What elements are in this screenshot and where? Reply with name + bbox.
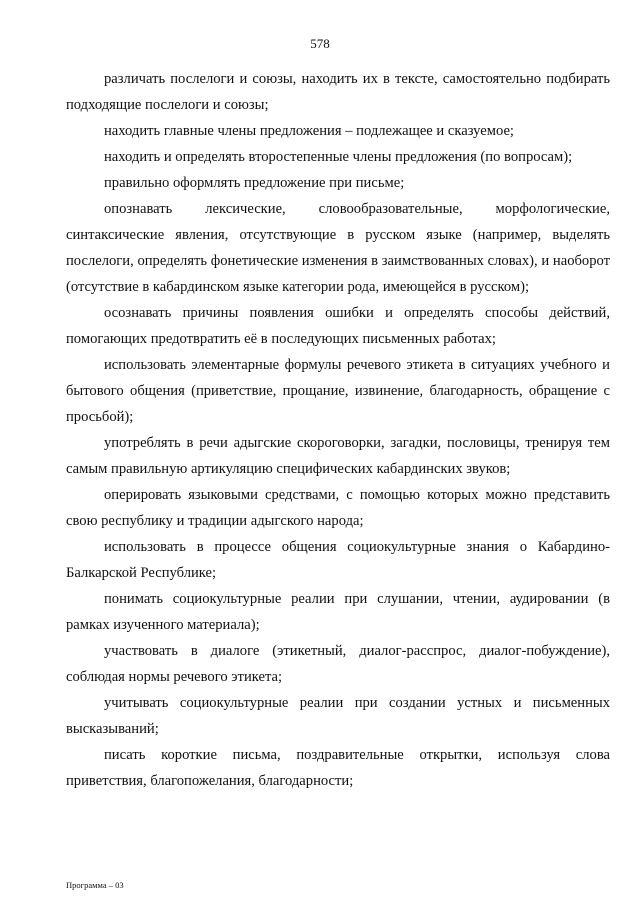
paragraph-13: учитывать социокультурные реалии при создании устных и письменных высказываний; — [66, 695, 610, 737]
paragraph-7: использовать элементарные формулы речевого этикета в ситуациях учебного и бытового общения (приветствие, прощание, извинение, благодарность, обращение с просьбой); — [66, 357, 610, 425]
paragraph-9: оперировать языковыми средствами, с помощью которых можно представить свою республику и традиции адыгского народа; — [66, 487, 610, 529]
paragraph-14: писать короткие письма, поздравительные открытки, используя слова приветствия, благопожелания, благодарности; — [66, 747, 610, 789]
paragraph-12: участвовать в диалоге (этикетный, диалог-расспрос, диалог-побуждение), соблюдая нормы речевого этикета; — [66, 643, 610, 685]
paragraph-11: понимать социокультурные реалии при слушании, чтении, аудировании (в рамках изученного материала); — [66, 591, 610, 633]
body-text — [66, 66, 610, 794]
paragraph-6: осознавать причины появления ошибки и определять способы действий, помогающих предотвратить её в последующих письменных работах; — [66, 305, 610, 347]
paragraph-3: находить и определять второстепенные члены предложения (по вопросам); — [104, 149, 573, 165]
paragraph-1: различать послелоги и союзы, находить их в тексте, самостоятельно подбирать подходящие послелоги и союзы; — [66, 71, 610, 113]
paragraph-4: правильно оформлять предложение при письме; — [104, 175, 405, 191]
page-number: 578 — [310, 36, 330, 51]
paragraph-2: находить главные члены предложения – подлежащее и сказуемое; — [104, 123, 514, 139]
paragraph-10: использовать в процессе общения социокультурные знания о Кабардино-Балкарской Республике; — [66, 539, 610, 581]
paragraph-8: употреблять в речи адыгские скороговорки, загадки, пословицы, тренируя тем самым правильную артикуляцию специфических кабардинских звуков; — [66, 435, 610, 477]
footer-label: Программа – 03 — [66, 880, 124, 890]
paragraph-5: опознавать лексические, словообразовательные, морфологические, синтаксические явления, отсутствующие в русском языке (например, выделять послелоги, определять фонетические изменения в заимствованных словах), и наоборот (отсутствие в кабардинском языке категории рода, имеющейся в русском); — [66, 201, 610, 295]
